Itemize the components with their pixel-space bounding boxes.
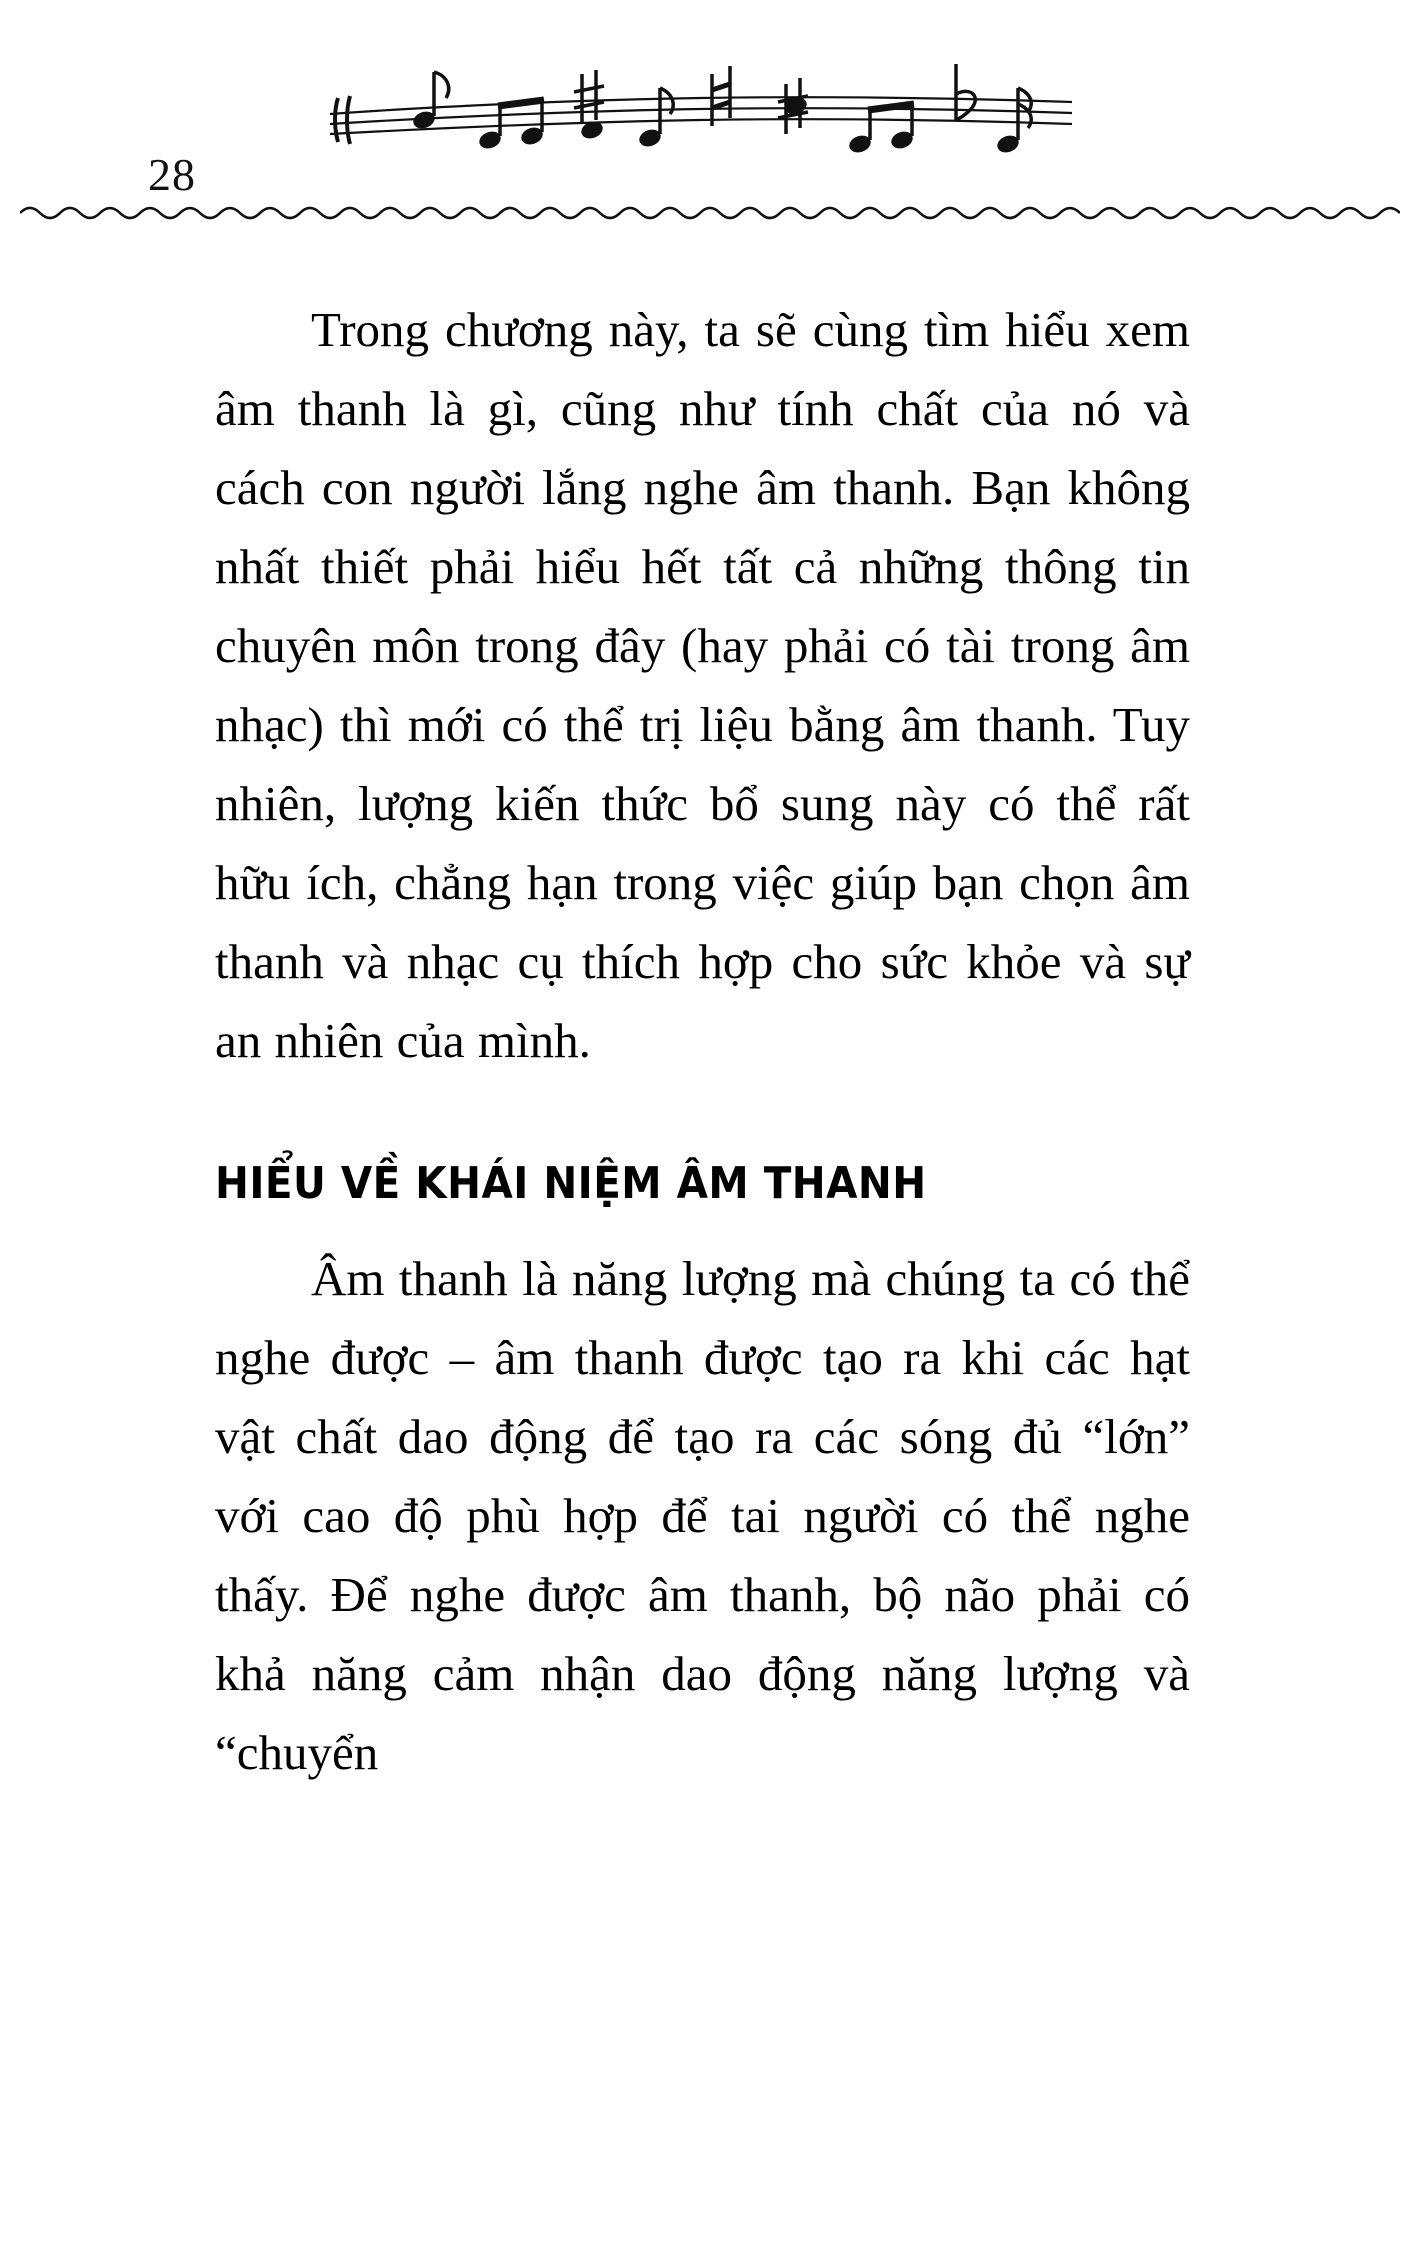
paragraph-intro: Trong chương này, ta sẽ cùng tìm hiểu xem âm thanh là gì, cũng như tính chất của nó và cách con người lắng nghe âm thanh. Bạn không nhất thiết phải hiểu hết tất cả những thông tin chuyên môn trong đây (hay phải có tài trong âm nhạc) thì mới có thể trị liệu bằng âm thanh. Tuy nhiên, lượng kiến thức bổ sung này có thể rất hữu ích, chẳng hạn trong việc giúp bạn chọn âm thanh và nhạc cụ thích hợp cho sức khỏe và sự an nhiên của mình. [215,302,1190,1068]
wavy-divider-icon [20,200,1400,226]
page-header [0,0,1420,230]
page-content [215,290,1190,1792]
music-staff-icon [320,48,1080,178]
paragraph-sound-definition: Âm thanh là năng lượng mà chúng ta có thể nghe được – âm thanh được tạo ra khi các hạt vật chất dao động để tạo ra các sóng đủ “lớn” với cao độ phù hợp để tai người có thể nghe thấy. Để nghe được âm thanh, bộ não phải có khả năng cảm nhận dao động năng lượng và “chuyển [215,1251,1190,1780]
section-heading: HIỂU VỀ KHÁI NIỆM ÂM THANH [215,1158,927,1209]
page-number: 28 [148,149,196,200]
